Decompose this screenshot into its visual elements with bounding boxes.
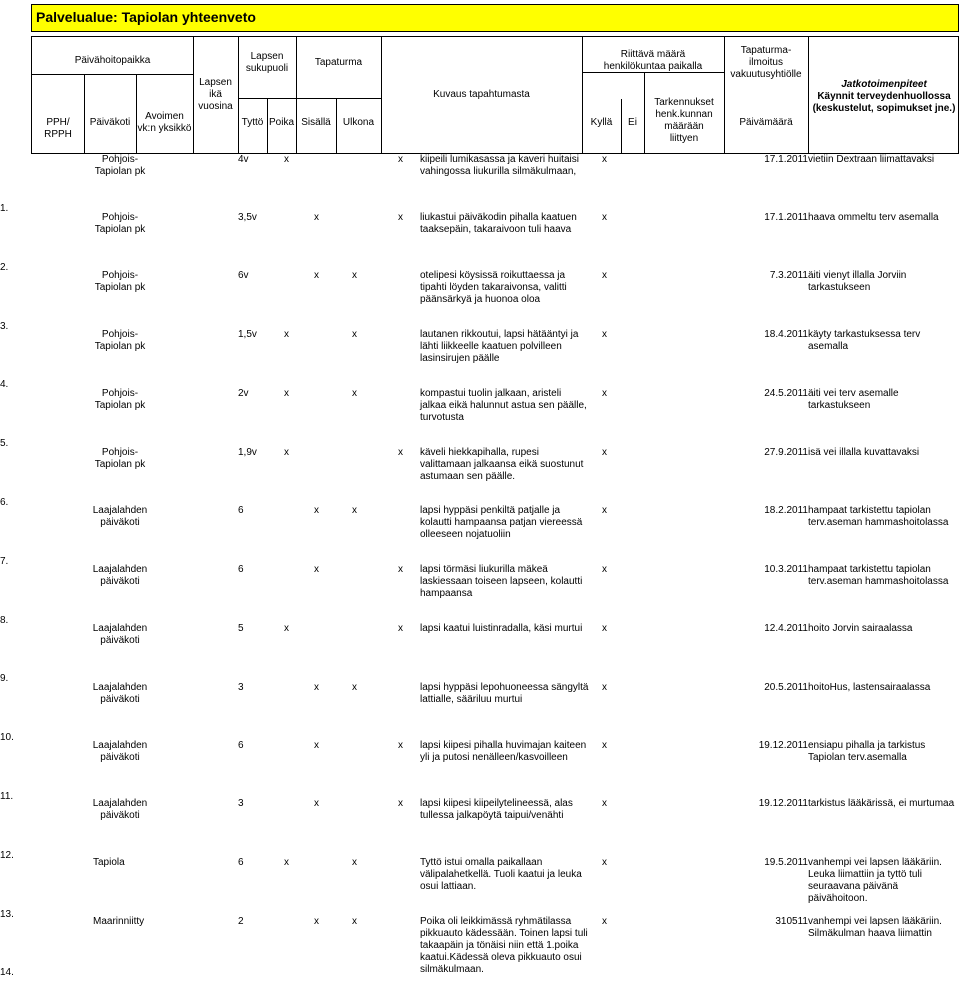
row-description: tipahti löyden takaraivonsa, valitti (420, 282, 567, 293)
row-age: 4v (238, 154, 249, 165)
row-followup: tarkistus lääkärissä, ei murtumaa (808, 798, 955, 809)
row-kylla: x (602, 564, 607, 575)
header-lapsen-ika: Lapsen (199, 77, 232, 88)
row-sex: x (314, 564, 319, 575)
row-number: 4. (0, 379, 9, 391)
row-description: Poika oli leikkimässä ryhmätilassa (420, 916, 572, 927)
header-tarkennukset: Tarkennukset (654, 97, 714, 108)
row-description: kompastui tuolin jalkaan, aristeli (420, 388, 562, 399)
row-place: päiväkoti (100, 635, 140, 646)
row-description: käveli hiekkapihalla, rupesi (420, 447, 539, 458)
row-followup: terv.aseman hammashoitolassa (808, 517, 949, 528)
row-description: lapsi hyppäsi penkiltä patjalle ja (420, 505, 561, 516)
row-location: x (352, 270, 357, 281)
row-description: jalkaa eikä halunnut astua sen päälle, (420, 400, 587, 411)
row-description: lapsi kiipesi pihalla huvimajan kaiteen (420, 740, 587, 751)
header-jatkotoimenpiteet: Käynnit terveydenhuollossa (817, 91, 951, 102)
row-description: hampaansa (420, 588, 473, 599)
row-location: x (352, 505, 357, 516)
row-number: 13. (0, 908, 14, 920)
row-kylla: x (602, 329, 607, 340)
row-number: 3. (0, 320, 9, 332)
row-age: 6 (238, 505, 244, 516)
row-location: x (398, 740, 403, 751)
row-place: Laajalahden (92, 505, 148, 516)
row-description: valittamaan jalkaansa eikä suostunut (420, 459, 584, 470)
row-location: x (398, 154, 403, 165)
row-followup: asemalla (808, 341, 849, 352)
row-place: Laajalahden (92, 564, 148, 575)
row-sex: x (284, 329, 289, 340)
header-tarkennukset: liittyen (669, 133, 699, 144)
row-place: päiväkoti (100, 517, 140, 528)
row-date: 310511 (775, 916, 808, 927)
row-kylla: x (602, 505, 607, 516)
row-followup: terv.aseman hammashoitolassa (808, 576, 949, 587)
row-kylla: x (602, 154, 607, 165)
header-riittava: henkilökuntaa paikalla (603, 61, 703, 72)
row-date: 19.5.2011 (764, 857, 808, 868)
row-date: 19.12.2011 (758, 798, 808, 809)
row-followup: vietiin Dextraan liimattavaksi (808, 154, 935, 165)
row-description: pikkuauto kädessään. Toinen lapsi tuli (420, 928, 588, 939)
row-description: lapsi kaatui luistinradalla, käsi murtui (420, 623, 583, 634)
row-sex: x (314, 212, 319, 223)
row-kylla: x (602, 857, 607, 868)
row-description: välipalahetkellä. Tuoli kaatui ja leuka (420, 869, 582, 880)
row-sex: x (284, 447, 289, 458)
header-kylla: Kyllä (590, 117, 613, 128)
row-date: 12.4.2011 (764, 623, 808, 634)
row-kylla: x (602, 388, 607, 399)
row-age: 6v (238, 270, 249, 281)
row-location: x (352, 682, 357, 693)
row-followup: ensiapu pihalla ja tarkistus (808, 740, 926, 751)
header-lapsen-sukupuoli: sukupuoli (245, 63, 289, 74)
row-location: x (398, 447, 403, 458)
row-date: 18.2.2011 (764, 505, 808, 516)
header-poika: Poika (268, 117, 294, 128)
header-riittava: Riittävä määrä (620, 49, 686, 60)
header-divider (296, 37, 297, 153)
header-tapaturma: Tapaturma (314, 57, 363, 68)
row-description: kolautti hampaansa patjan viereessä (420, 517, 583, 528)
row-place: Maarinniitty (93, 916, 145, 927)
header-jatkotoimenpiteet: (keskustelut, sopimukset jne.) (812, 103, 956, 114)
row-number: 2. (0, 261, 9, 273)
row-age: 1,5v (238, 329, 257, 340)
header-ei: Ei (628, 117, 637, 128)
row-place: Pohjois- (101, 270, 139, 281)
row-number: 10. (0, 732, 14, 744)
header-lapsen-ika: vuosina (198, 101, 233, 112)
row-place: Laajalahden (92, 740, 148, 751)
header-jatkotoimenpiteet: Jatkotoimenpiteet (841, 79, 927, 90)
row-description: yli ja putosi nenälleen/kasvoilleen (420, 752, 568, 763)
row-followup: tarkastukseen (808, 282, 871, 293)
row-date: 7.3.2011 (769, 270, 808, 281)
header-pph-rpph: PPH/ RPPH (44, 117, 72, 140)
row-followup: tarkastukseen (808, 400, 871, 411)
row-followup: päivähoitoon. (808, 893, 868, 904)
header-ulkona: Ulkona (342, 117, 375, 128)
row-age: 2v (238, 388, 249, 399)
row-kylla: x (602, 798, 607, 809)
row-description: vahingossa liukurilla silmäkulmaan, (420, 166, 577, 177)
row-place: Tapiolan pk (94, 166, 146, 177)
row-description: lapsi kiipesi kiipeilytelineessä, alas (420, 798, 573, 809)
row-description: takaapäin ja tönäisi niin että 1.poika (420, 940, 579, 951)
header-lapsen-sukupuoli: Lapsen (250, 51, 284, 62)
row-number: 6. (0, 497, 9, 508)
row-description: liukastui päiväkodin pihalla kaatuen (420, 212, 577, 223)
row-number: 9. (0, 673, 9, 685)
row-location: x (352, 916, 357, 927)
row-age: 2 (238, 916, 244, 927)
row-sex: x (314, 916, 319, 927)
row-place: päiväkoti (100, 752, 140, 763)
row-description: tullessa jalkapöytä taipui/venähti (420, 810, 564, 821)
row-description: olleeseen nojatuoliin (420, 529, 511, 540)
header-divider (238, 98, 381, 99)
row-place: Laajalahden (92, 798, 148, 809)
header-sisalla: Sisällä (301, 117, 331, 128)
header-paivahoitopaikka: Päivähoitopaikka (74, 55, 151, 66)
header-kuvaus: Kuvaus tapahtumasta (433, 89, 530, 100)
row-followup: hampaat tarkistettu tapiolan (808, 564, 931, 575)
row-age: 3,5v (238, 212, 257, 223)
row-place: Pohjois- (101, 388, 139, 399)
header-divider (32, 74, 193, 75)
row-description: lasinsirujen päälle (420, 353, 500, 364)
row-description: otelipesi köysissä roikuttaessa ja (420, 270, 566, 281)
row-location: x (398, 212, 403, 223)
row-age: 6 (238, 564, 244, 575)
row-description: lattialle, sääriluu murtui (420, 694, 523, 705)
row-description: taaksepäin, takaraivoon tuli haava (420, 224, 572, 235)
row-description: lapsi törmäsi liukurilla mäkeä (420, 564, 548, 575)
row-place: päiväkoti (100, 576, 140, 587)
header-tarkennukset: määrään (664, 121, 704, 132)
row-sex: x (314, 505, 319, 516)
header-divider (84, 75, 85, 153)
header-tapaturmailmoitus: ilmoitus (749, 57, 783, 68)
row-age: 6 (238, 740, 244, 751)
row-place: Laajalahden (92, 623, 148, 634)
row-date: 18.4.2011 (764, 329, 808, 340)
row-date: 10.3.2011 (764, 564, 808, 575)
row-sex: x (314, 682, 319, 693)
row-number: 1. (0, 203, 9, 214)
row-location: x (398, 798, 403, 809)
row-kylla: x (602, 623, 607, 634)
row-followup: isä vei illalla kuvattavaksi (808, 447, 920, 458)
row-age: 5 (238, 623, 244, 634)
row-location: x (398, 623, 403, 634)
row-followup: seuraavana päivänä (808, 881, 899, 892)
row-location: x (352, 329, 357, 340)
row-place: Pohjois- (101, 447, 139, 458)
header-lapsen-ika: ikä (209, 89, 222, 100)
row-followup: vanhempi vei lapsen lääkäriin. (808, 916, 942, 927)
row-followup: hoito Jorvin sairaalassa (808, 623, 913, 634)
row-place: Tapiolan pk (94, 400, 146, 411)
row-date: 20.5.2011 (764, 682, 808, 693)
row-followup: äiti vienyt illalla Jorviin (808, 270, 907, 281)
row-sex: x (284, 623, 289, 634)
row-followup: Silmäkulman haava liimattin (808, 928, 932, 939)
row-sex: x (314, 270, 319, 281)
row-date: 19.12.2011 (758, 740, 808, 751)
row-date: 17.1.2011 (764, 154, 808, 165)
row-followup: vanhempi vei lapsen lääkäriin. (808, 857, 942, 868)
row-location: x (352, 857, 357, 868)
row-kylla: x (602, 270, 607, 281)
row-kylla: x (602, 447, 607, 458)
row-date: 24.5.2011 (764, 388, 808, 399)
row-followup: hampaat tarkistettu tapiolan (808, 505, 931, 516)
row-kylla: x (602, 682, 607, 693)
table-header (31, 36, 959, 154)
row-followup: haava ommeltu terv asemalla (808, 212, 939, 223)
row-description: silmäkulmaan. (420, 964, 484, 975)
row-description: lautanen rikkoutui, lapsi hätääntyi ja (420, 329, 579, 340)
row-location: x (398, 564, 403, 575)
row-number: 8. (0, 614, 9, 626)
row-description: kaatui.Kädessä oleva pikkuauto osui (420, 952, 582, 963)
row-description: lähti liikkeelle kaatuen polvilleen (420, 341, 562, 352)
row-age: 1,9v (238, 447, 257, 458)
header-paivakoti: Päiväkoti (89, 117, 131, 128)
row-description: lapsi hyppäsi lepohuoneessa sängyltä (420, 682, 589, 693)
header-tapaturmailmoitus: Tapaturma- (740, 45, 792, 56)
row-description: päänsärkyä ja huonoa oloa (420, 294, 541, 305)
row-kylla: x (602, 212, 607, 223)
header-avoimen: Avoimen (145, 111, 184, 122)
row-place: Tapiolan pk (94, 341, 146, 352)
row-number: 7. (0, 555, 9, 567)
row-place: Pohjois- (101, 212, 139, 223)
row-description: osui lattiaan. (420, 881, 477, 892)
row-location: x (352, 388, 357, 399)
row-sex: x (284, 857, 289, 868)
header-paivamaara: Päivämäärä (739, 117, 793, 128)
row-followup: käyty tarkastuksessa terv (808, 329, 921, 340)
row-place: Tapiolan pk (94, 282, 146, 293)
row-place: Pohjois- (101, 154, 139, 165)
header-tytto: Tyttö (241, 117, 264, 128)
row-place: Pohjois- (101, 329, 139, 340)
header-vk-yksikko: vk:n yksikkö (137, 123, 192, 134)
row-number: 12. (0, 849, 14, 861)
row-place: Tapiolan pk (94, 224, 146, 235)
row-number: 11. (0, 791, 14, 802)
row-place: päiväkoti (100, 694, 140, 705)
row-age: 3 (238, 682, 244, 693)
row-age: 3 (238, 798, 244, 809)
row-description: Tyttö istui omalla paikallaan (420, 857, 543, 868)
row-description: turvotusta (420, 412, 464, 423)
row-date: 17.1.2011 (764, 212, 808, 223)
row-sex: x (314, 798, 319, 809)
row-date: 27.9.2011 (764, 447, 808, 458)
row-number: 14. (0, 967, 14, 979)
row-description: kiipeili lumikasassa ja kaveri huitaisi (420, 154, 579, 165)
row-place: päiväkoti (100, 810, 140, 821)
row-followup: Leuka liimattiin ja tyttö tuli (808, 869, 922, 880)
row-sex: x (284, 388, 289, 399)
row-kylla: x (602, 740, 607, 751)
row-place: Laajalahden (92, 682, 148, 693)
row-place: Tapiola (93, 857, 125, 868)
row-sex: x (284, 154, 289, 165)
page-title: Palvelualue: Tapiolan yhteenveto (31, 4, 959, 32)
row-sex: x (314, 740, 319, 751)
row-place: Tapiolan pk (94, 459, 146, 470)
row-kylla: x (602, 916, 607, 927)
row-followup: hoitoHus, lastensairaalassa (808, 682, 931, 693)
row-description: astumaan sen päälle. (420, 471, 516, 482)
header-tapaturmailmoitus: vakuutusyhtiölle (730, 69, 802, 80)
row-age: 6 (238, 857, 244, 868)
row-description: laskiessaan toiseen lapseen, kolautti (420, 576, 583, 587)
row-followup: Tapiolan terv.asemalla (808, 752, 907, 763)
row-followup: äiti vei terv asemalle (808, 388, 899, 399)
row-number: 5. (0, 438, 9, 450)
header-tarkennukset: henk.kunnan (655, 109, 713, 120)
